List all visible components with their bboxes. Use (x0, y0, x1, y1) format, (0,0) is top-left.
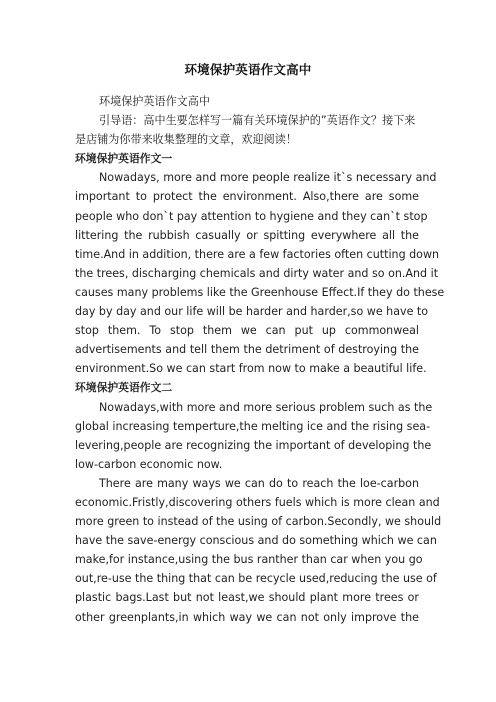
paragraph-line: important to protect the environment. Also,there are some (75, 190, 419, 204)
paragraph-line: people who don`t pay attention to hygiene and they can`t stop (75, 209, 428, 223)
paragraph-line: Nowadays,with more and more serious problem such as the (99, 400, 433, 414)
document-title: 环境保护英语作文高中 (184, 62, 312, 77)
paragraph-line: There are many ways we can do to reach the loe-carbon (99, 476, 419, 490)
paragraph-line: more green to instead of the using of carbon.Secondly, we should (75, 515, 442, 529)
paragraph-line: Nowadays, more and more people realize it`s necessary and (99, 171, 437, 185)
paragraph-line: economic.Fristly,discovering others fuels which is more clean and (75, 495, 440, 509)
paragraph-line: make,for instance,using the bus ranther than car when you go (75, 553, 423, 567)
section-heading: 环境保护英语作文一 (75, 152, 173, 166)
paragraph-line: plastic bags.Last but not least,we should plant more trees or (75, 591, 419, 605)
paragraph-line: day by day and our life will be harder and harder,so we have to (75, 305, 429, 319)
paragraph-line: global increasing temperture,the melting ice and the rising sea- (75, 419, 431, 433)
paragraph-line: low-carbon economic now. (75, 457, 223, 471)
paragraph-line: out,re-use the thing that can be recycle used,reducing the use of (75, 572, 437, 586)
paragraph-line: environment.So we can start from now to make a beautiful life. (75, 362, 427, 376)
document-body (75, 92, 445, 627)
paragraph-line: advertisements and tell them the detriment of destroying the (75, 343, 419, 357)
section-heading: 环境保护英语作文二 (75, 381, 173, 395)
paragraph-line: levering,people are recognizing the important of developing the (75, 438, 432, 452)
paragraph-line: 是店铺为你带来收集整理的文章，欢迎阅读！ (75, 133, 297, 147)
paragraph-line: stop them. To stop them we can put up commonweal (75, 324, 419, 338)
paragraph-line: time.And in addition, there are a few factories often cutting down (75, 247, 440, 261)
paragraph-line: have the save-energy conscious and do something which we can (75, 534, 437, 548)
paragraph-line: 环境保护英语作文高中 (99, 95, 210, 108)
paragraph-line: the trees, discharging chemicals and dirty water and so on.And it (75, 266, 439, 280)
paragraph-line: littering the rubbish casually or spitting everywhere all the (75, 228, 419, 242)
paragraph-line: other greenplants,in which way we can not only improve the (75, 610, 419, 624)
paragraph-line: 引导语：高中生要怎样写一篇有关环境保护的”英语作文？接下来 (99, 114, 416, 128)
paragraph-line: causes many problems like the Greenhouse Effect.If they do these (75, 285, 445, 299)
